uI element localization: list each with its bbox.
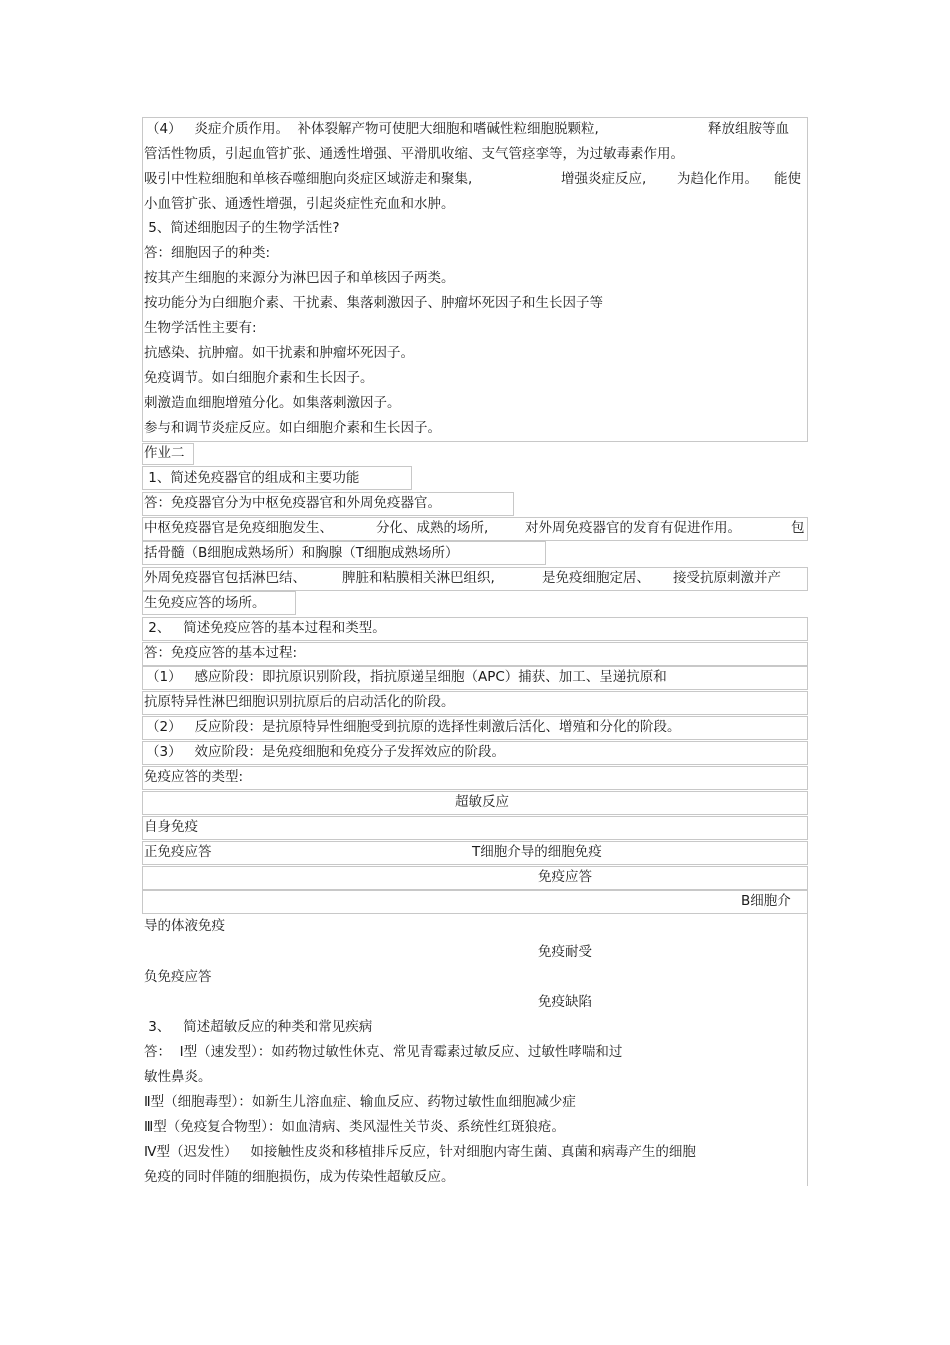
paragraph-frame — [142, 816, 808, 840]
answer-5-line-1: 答：细胞因子的种类: — [144, 245, 271, 261]
type-bcell: B细胞介 — [741, 893, 791, 909]
type-humoral-immunity: 导的体液免疫 — [144, 918, 225, 934]
answer-1-line-5: 生免疫应答的场所。 — [144, 595, 266, 611]
answer-2-line-2: （1） 感应阶段：即抗原识别阶段，指抗原递呈细胞（APC）捕获、加工、呈递抗原和 — [146, 669, 667, 685]
type-tolerance: 免疫耐受 — [538, 944, 592, 960]
answer-3-line-3: Ⅱ型（细胞毒型）：如新生儿溶血症、输血反应、药物过敏性血细胞减少症 — [144, 1094, 576, 1110]
answer-2-line-4: （2） 反应阶段：是抗原特异性细胞受到抗原的选择性刺激后活化、增殖和分化的阶段。 — [146, 719, 681, 735]
type-autoimmunity: 自身免疫 — [144, 819, 198, 835]
paragraph-frame — [142, 890, 808, 914]
answer-5-line-8: 参与和调节炎症反应。如白细胞介素和生长因子。 — [144, 420, 441, 436]
paragraph-4-line-2: 管活性物质，引起血管扩张、通透性增强、平滑肌收缩、支气管痉挛等，为过敏毒素作用。 — [144, 146, 684, 162]
response-types-label: 免疫应答的类型: — [144, 769, 244, 785]
paragraph-4-line-4: 小血管扩张、通透性增强，引起炎症性充血和水肿。 — [144, 196, 455, 212]
answer-1-line-4c: 是免疫细胞定居、 — [542, 570, 650, 586]
answer-3-line-4: Ⅲ型（免疫复合物型）：如血清病、类风湿性关节炎、系统性红斑狼疮。 — [144, 1119, 566, 1135]
paragraph-4-line-3c: 为趋化作用。 — [677, 171, 758, 187]
answer-5-line-7: 刺激造血细胞增殖分化。如集落刺激因子。 — [144, 395, 401, 411]
question-5: 5、简述细胞因子的生物学活性? — [144, 220, 340, 236]
answer-1-line-2d: 包 — [791, 520, 805, 536]
right-border — [807, 914, 808, 1186]
answer-1-line-2b: 分化、成熟的场所, — [376, 520, 489, 536]
question-1: 1、简述免疫器官的组成和主要功能 — [144, 470, 360, 486]
type-immune-response: 免疫应答 — [538, 869, 592, 885]
paragraph-4-line-3b: 增强炎症反应, — [561, 171, 647, 187]
answer-3-line-5: Ⅳ型（迟发性） 如接触性皮炎和移植排斥反应，针对细胞内寄生菌、真菌和病毒产生的细胞 — [144, 1144, 696, 1160]
answer-5-line-6: 免疫调节。如白细胞介素和生长因子。 — [144, 370, 374, 386]
answer-5-line-3: 按功能分为白细胞介素、干扰素、集落刺激因子、肿瘤坏死因子和生长因子等 — [144, 295, 603, 311]
type-positive-response: 正免疫应答 — [144, 844, 212, 860]
paragraph-4-line-3a: 吸引中性粒细胞和单核吞噬细胞向炎症区域游走和聚集, — [144, 171, 473, 187]
answer-2-line-5: （3） 效应阶段：是免疫细胞和免疫分子发挥效应的阶段。 — [146, 744, 505, 760]
answer-1-line-4d: 接受抗原刺激并产 — [673, 570, 781, 586]
answer-1-line-4a: 外周免疫器官包括淋巴结、 — [144, 570, 306, 586]
answer-2-line-1: 答：免疫应答的基本过程: — [144, 645, 298, 661]
answer-5-line-5: 抗感染、抗肿瘤。如干扰素和肿瘤坏死因子。 — [144, 345, 414, 361]
answer-1-line-2a: 中枢免疫器官是免疫细胞发生、 — [144, 520, 333, 536]
answer-1-line-2c: 对外周免疫器官的发育有促进作用。 — [525, 520, 741, 536]
type-negative-response: 负免疫应答 — [144, 969, 212, 985]
type-cell-immunity: T细胞介导的细胞免疫 — [472, 844, 602, 860]
answer-2-line-3: 抗原特异性淋巴细胞识别抗原后的启动活化的阶段。 — [144, 694, 455, 710]
answer-3-line-1: 答： I型（速发型）：如药物过敏性休克、常见青霉素过敏反应、过敏性哮喘和过 — [144, 1044, 623, 1060]
paragraph-frame — [142, 866, 808, 890]
answer-1-line-4b: 脾脏和粘膜相关淋巴组织, — [342, 570, 495, 586]
answer-3-line-2: 敏性鼻炎。 — [144, 1069, 212, 1085]
type-immunodeficiency: 免疫缺陷 — [538, 994, 592, 1010]
paragraph-4-line-3d: 能使 — [774, 171, 801, 187]
paragraph-4-line-1b: 释放组胺等血 — [708, 121, 789, 137]
answer-1-line-1: 答：免疫器官分为中枢免疫器官和外周免疫器官。 — [144, 495, 441, 511]
section-heading: 作业二 — [144, 445, 185, 461]
question-2: 2、 简述免疫应答的基本过程和类型。 — [144, 620, 386, 636]
answer-1-line-3: 括骨髓（B细胞成熟场所）和胸腺（T细胞成熟场所） — [144, 545, 459, 561]
answer-5-line-2: 按其产生细胞的来源分为淋巴因子和单核因子两类。 — [144, 270, 455, 286]
type-hypersensitivity: 超敏反应 — [455, 794, 509, 810]
answer-3-line-6: 免疫的同时伴随的细胞损伤，成为传染性超敏反应。 — [144, 1169, 455, 1185]
answer-5-line-4: 生物学活性主要有: — [144, 320, 257, 336]
question-3: 3、 简述超敏反应的种类和常见疾病 — [144, 1019, 373, 1035]
paragraph-4-line-1a: （4） 炎症介质作用。 补体裂解产物可使肥大细胞和嗜碱性粒细胞脱颗粒, — [146, 121, 599, 137]
